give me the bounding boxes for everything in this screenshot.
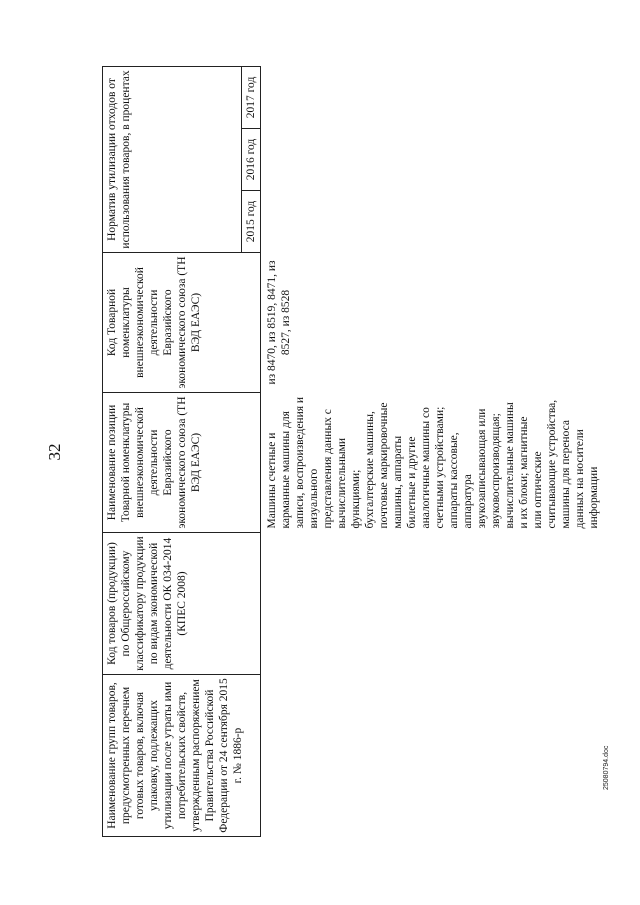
header-year-2016: 2016 год xyxy=(242,129,261,191)
table-row xyxy=(261,66,606,836)
header-recycling-norm: Норматив утилизации отходов от использования товаров, в процентах xyxy=(103,66,242,252)
cell-2017 xyxy=(261,66,606,128)
header-tnved-code: Код Товарной номенклатуры внешнеэкономической деятельности Евразийского экономического союза (ТН ВЭД ЕАЭС) xyxy=(103,253,261,393)
cell-okpd-code xyxy=(261,533,606,675)
cell-goods-group xyxy=(261,675,606,837)
cell-tnved-code: из 8470, из 8519, 8471, из 8527, из 8528 xyxy=(266,260,292,385)
rotated-content xyxy=(40,67,600,837)
header-goods-groups: Наименование групп товаров, предусмотренных перечнем готовых товаров, включая упаковку, подлежащих утилизации после утраты ими потребительских свойств, утвержденным распоряжением Правительства Российской Федерации от 24 сентября 2015 г. № 1886-р xyxy=(103,675,261,837)
page-number: 32 xyxy=(45,443,64,461)
cell-2015 xyxy=(261,191,606,253)
cell-2016 xyxy=(261,129,606,191)
norms-table xyxy=(102,66,605,837)
header-year-2017: 2017 год xyxy=(242,66,261,128)
header-okpd-code: Код товаров (продукции) по Общероссийскому классификатору продукции по видам экономической деятельности ОК 034-2014 (КПЕС 2008) xyxy=(103,533,261,675)
header-tnved-name: Наименование позиции Товарной номенклатуры внешнеэкономической деятельности Евразийского экономического союза (ТН ВЭД ЕАЭС) xyxy=(103,393,261,533)
header-year-2015: 2015 год xyxy=(242,191,261,253)
cell-tnved-name: Машины счетные и карманные машины для записи, воспроизведения и визуального представления данных с вычислительными функциями; бухгалтерские машины, почтовые маркировочные машины, аппараты билетные и другие аналогичные машины со счетными устройствами; аппараты кассовые, аппаратура звукозаписывающая или звуковоспроизводящая; вычислительные машины и их блоки; магнитные или оптические считывающие устройства, машины для переноса данных на носители информации xyxy=(266,396,600,529)
document-id: 25080794.doc xyxy=(603,745,610,790)
